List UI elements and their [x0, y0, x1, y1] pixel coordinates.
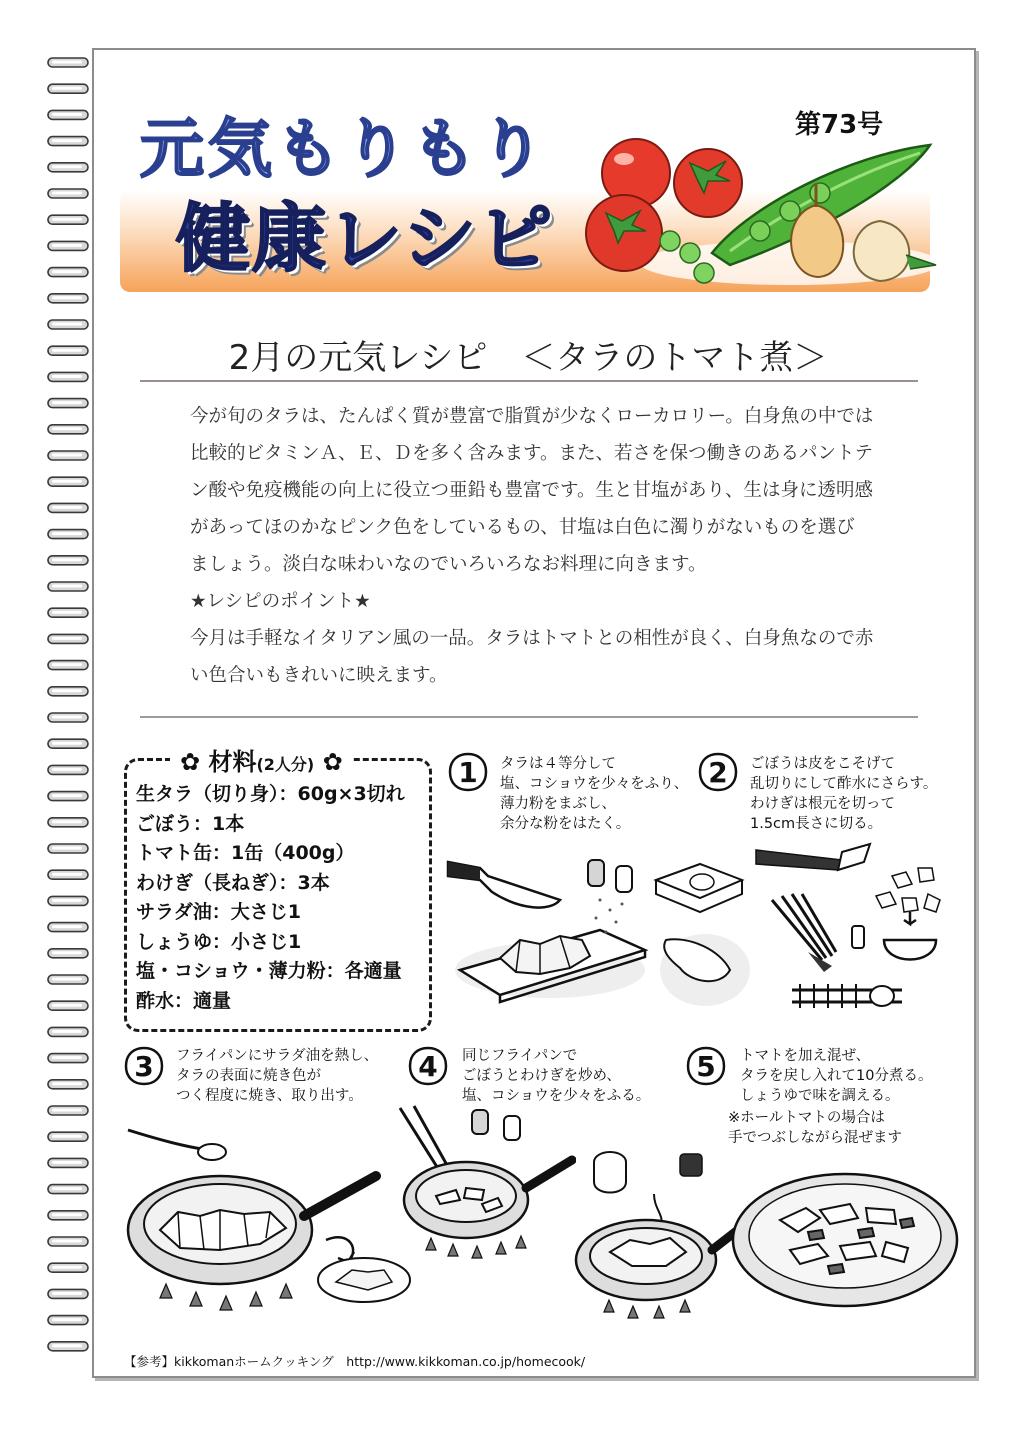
ingredient-item: 塩・コショウ・薄力粉：各適量 [136, 960, 402, 982]
servings-label: (2人分) [256, 755, 315, 774]
step-line: 薄力粉をまぶし、 [500, 796, 616, 812]
title-line1: 元気もりもり [140, 113, 548, 187]
step-5-badge [686, 1046, 726, 1086]
ingredient-item: わけぎ（長ねぎ）：3本 [136, 871, 330, 894]
spiral-ring [48, 425, 88, 434]
ingredient-item: しょうゆ：小さじ1 [136, 930, 302, 953]
spiral-binding [44, 52, 92, 1374]
step-4-illustration [396, 1104, 576, 1264]
spiral-ring [48, 189, 88, 198]
step-line: ごぼうとわけぎを炒め、 [462, 1068, 621, 1084]
intro-line: ン酸や免疫機能の向上に役立つ亜鉛も豊富です。生と甘塩があり、生は身に透明感 [190, 480, 874, 501]
step-2-number: 2 [708, 755, 728, 789]
spiral-ring [48, 451, 88, 460]
flower-icon: ✿ [180, 748, 209, 776]
step-2-text [750, 754, 937, 834]
step-5-number: 5 [696, 1049, 716, 1083]
step-line: タラは４等分して [500, 756, 616, 772]
spiral-ring [48, 294, 88, 303]
spiral-ring [48, 530, 88, 539]
ingredients-list [136, 780, 426, 1016]
spiral-ring [48, 949, 88, 958]
spiral-ring [48, 634, 88, 643]
step-line: つく程度に焼き、取り出す。 [176, 1088, 363, 1104]
spiral-ring [48, 1289, 88, 1298]
step-line: 塩、コショウを少々をふり、 [500, 776, 689, 792]
step-3-badge [124, 1046, 164, 1086]
step-line: タラの表面に焼き色が [176, 1068, 321, 1084]
step-line: わけぎは根元を切って [750, 796, 895, 812]
spiral-ring [48, 687, 88, 696]
title-line2: 健康レシピ [176, 196, 555, 282]
spiral-ring [48, 582, 88, 591]
step-line: 乱切りにして酢水にさらす。 [750, 776, 938, 792]
vegetables-illustration [580, 135, 940, 295]
intro-text [190, 398, 890, 694]
spiral-ring [48, 844, 88, 853]
intro-line: があってほのかなピンク色をしているもの、甘塩は白色に濁りがないものを選び [190, 517, 855, 538]
spiral-ring [48, 163, 88, 172]
step-5-illustration [730, 1150, 960, 1320]
ingredients-label: 材料 [208, 748, 257, 776]
spiral-ring [48, 110, 88, 119]
spiral-ring [48, 661, 88, 670]
step-1-badge [448, 752, 488, 792]
step-3-number: 3 [134, 1049, 154, 1083]
spiral-ring [48, 818, 88, 827]
step-line: タラを戻し入れて10分煮る。 [740, 1068, 933, 1084]
intro-line: い色合いもきれいに映えます。 [190, 665, 448, 686]
spiral-ring [48, 372, 88, 381]
spiral-ring [48, 1211, 88, 1220]
spiral-ring [48, 792, 88, 801]
spiral-ring [48, 477, 88, 486]
step-3-illustration [120, 1120, 420, 1330]
step-1-number: 1 [458, 755, 478, 789]
spiral-ring [48, 346, 88, 355]
spiral-ring [48, 268, 88, 277]
step-2-badge [698, 752, 738, 792]
spiral-ring [48, 1316, 88, 1325]
step-line: 同じフライパンで [462, 1048, 578, 1064]
intro-line: 今が旬のタラは、たんぱく質が豊富で脂質が少なくローカロリー。白身魚の中では [190, 406, 874, 427]
spiral-ring [48, 765, 88, 774]
spiral-ring [48, 137, 88, 146]
reference-footer: 【参考】kikkomanホームクッキング http://www.kikkoman.co.jp/homecook/ [124, 1354, 586, 1369]
spiral-ring [48, 896, 88, 905]
recipe-subtitle: 2月の元気レシピ ＜タラのトマト煮＞ [228, 338, 828, 378]
step-5-note [728, 1108, 902, 1148]
issue-number: 第73号 [795, 110, 884, 140]
spiral-ring [48, 1054, 88, 1063]
point-heading: ★レシピのポイント★ [190, 591, 371, 612]
intro-line: 比較的ビタミンＡ、Ｅ、Ｄを多く含みます。また、若さを保つ働きのあるパントテ [190, 443, 874, 464]
step-line: 塩、コショウを少々をふる。 [462, 1088, 651, 1104]
spiral-ring [48, 320, 88, 329]
tomato-can-illustration [570, 1140, 750, 1320]
step-line: 1.5cm長さに切る。 [750, 816, 883, 832]
spiral-ring [48, 58, 88, 67]
step-1-text [500, 754, 688, 834]
ingredient-item: ごぼう：1本 [136, 812, 245, 835]
spiral-ring [48, 608, 88, 617]
step-4-badge [408, 1046, 448, 1086]
flower-icon: ✿ [314, 748, 343, 776]
step-line: ごぼうは皮をこそげて [750, 756, 895, 772]
ingredient-item: 生タラ（切り身）：60g×3切れ [136, 783, 405, 805]
step-line: トマトを加え混ぜ、 [740, 1048, 871, 1064]
spiral-ring [48, 399, 88, 408]
step-3-text [176, 1046, 378, 1106]
spiral-ring [48, 1001, 88, 1010]
spiral-ring [48, 870, 88, 879]
spiral-ring [48, 1027, 88, 1036]
spiral-ring [48, 1158, 88, 1167]
spiral-ring [48, 503, 88, 512]
step-note-line: ※ホールトマトの場合は [728, 1110, 885, 1126]
step-1-illustration [440, 840, 660, 1010]
step-line: 余分な粉をはたく。 [500, 816, 631, 832]
spiral-ring [48, 1342, 88, 1351]
spiral-ring [48, 1185, 88, 1194]
spiral-ring [48, 1106, 88, 1115]
intro-line: 今月は手軽なイタリアン風の一品。タラはトマトとの相性が良く、白身魚なので赤 [190, 628, 874, 649]
spiral-ring [48, 241, 88, 250]
step-2-illustration [752, 840, 952, 1025]
spiral-ring [48, 1080, 88, 1089]
ingredient-item: 酢水：適量 [136, 989, 232, 1012]
spiral-ring [48, 84, 88, 93]
ingredients-title [170, 742, 353, 777]
flour-dredging-illustration [650, 850, 750, 1010]
step-4-text [462, 1046, 650, 1106]
step-4-number: 4 [418, 1049, 438, 1083]
step-line: しょうゆで味を調える。 [740, 1088, 900, 1104]
spiral-ring [48, 923, 88, 932]
spiral-ring [48, 215, 88, 224]
step-note-line: 手でつぶしながら混ぜます [728, 1130, 902, 1146]
step-5-text [740, 1046, 932, 1106]
intro-line: ましょう。淡白な味わいなのでいろいろなお料理に向きます。 [190, 554, 707, 575]
spiral-ring [48, 713, 88, 722]
spiral-ring [48, 556, 88, 565]
divider-bottom [140, 716, 918, 718]
spiral-ring [48, 1132, 88, 1141]
divider-top [140, 380, 918, 382]
step-line: フライパンにサラダ油を熱し、 [176, 1048, 379, 1064]
ingredient-item: サラダ油：大さじ1 [136, 901, 302, 923]
ingredient-item: トマト缶：1缶（400g） [136, 842, 355, 864]
spiral-ring [48, 975, 88, 984]
spiral-ring [48, 1237, 88, 1246]
spiral-ring [48, 1263, 88, 1272]
spiral-ring [48, 739, 88, 748]
